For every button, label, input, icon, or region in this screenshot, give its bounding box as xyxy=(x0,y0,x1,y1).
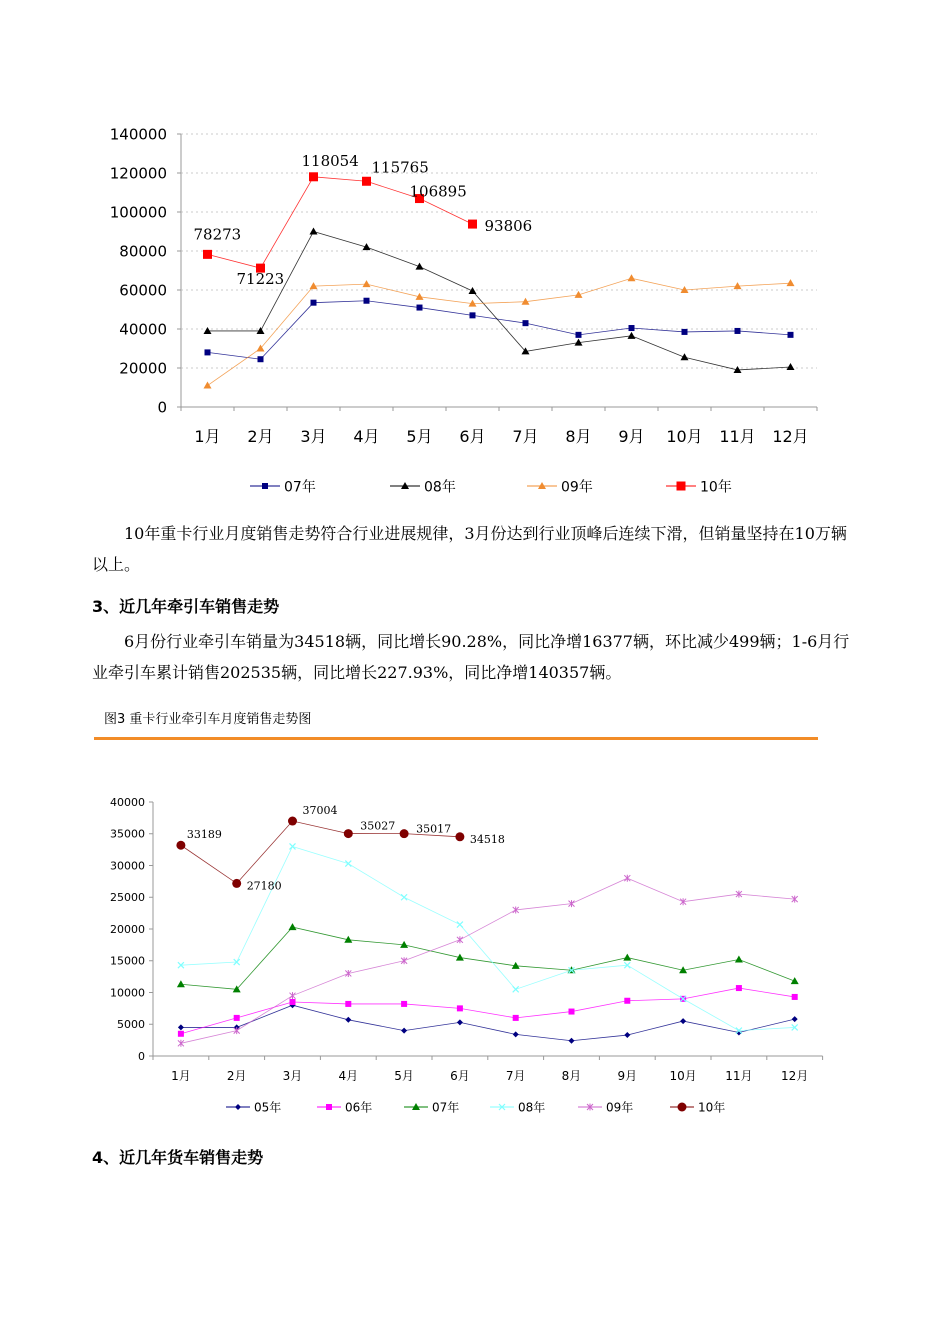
x-tick-label: 8月 xyxy=(565,427,592,446)
legend-label: 09年 xyxy=(561,479,593,496)
data-point xyxy=(178,1024,184,1030)
legend-label: 10年 xyxy=(700,479,732,496)
data-point xyxy=(457,1005,463,1011)
data-point xyxy=(628,274,636,281)
legend-label: 08年 xyxy=(518,1100,546,1115)
data-point xyxy=(628,332,636,339)
legend-marker xyxy=(262,483,268,489)
data-label: 35027 xyxy=(360,819,396,833)
legend-marker xyxy=(678,1103,687,1112)
y-tick-label: 25000 xyxy=(110,891,145,905)
data-point xyxy=(309,172,318,181)
x-tick-label: 9月 xyxy=(618,427,645,446)
series-line xyxy=(181,1005,795,1041)
data-point xyxy=(455,832,464,841)
data-point xyxy=(787,363,795,370)
x-tick-label: 3月 xyxy=(282,1069,303,1083)
data-point xyxy=(401,1001,407,1007)
y-tick-label: 20000 xyxy=(119,359,167,378)
x-tick-label: 7月 xyxy=(505,1069,526,1083)
x-tick-label: 3月 xyxy=(300,427,327,446)
y-tick-label: 120000 xyxy=(109,164,167,183)
data-point xyxy=(401,894,407,900)
series-4 xyxy=(178,875,798,1047)
data-label: 27180 xyxy=(246,879,282,893)
series-line xyxy=(181,988,795,1034)
y-tick-label: 0 xyxy=(157,398,167,417)
x-tick-label: 2月 xyxy=(226,1069,247,1083)
x-tick-label: 6月 xyxy=(450,1069,470,1083)
data-point xyxy=(416,263,424,270)
data-label: 71223 xyxy=(236,270,285,289)
data-point xyxy=(204,327,212,334)
data-point xyxy=(177,980,185,987)
data-point xyxy=(624,998,630,1004)
x-tick-label: 9月 xyxy=(617,1069,638,1083)
data-point xyxy=(468,220,477,229)
data-point xyxy=(682,329,688,335)
data-point xyxy=(576,332,582,338)
data-label: 93806 xyxy=(484,217,533,236)
data-point xyxy=(204,382,212,389)
legend-marker xyxy=(235,1104,241,1110)
data-point xyxy=(290,843,296,849)
data-point xyxy=(345,1017,351,1023)
data-label: 35017 xyxy=(416,822,452,836)
data-point xyxy=(735,955,743,962)
data-point xyxy=(232,879,241,888)
series-3 xyxy=(178,843,798,1033)
x-tick-label: 7月 xyxy=(512,427,539,446)
legend-label: 10年 xyxy=(698,1100,726,1115)
legend-label: 08年 xyxy=(424,479,456,496)
data-point xyxy=(362,177,371,186)
data-point xyxy=(791,977,799,984)
data-point xyxy=(629,325,635,331)
x-tick-label: 12月 xyxy=(772,427,809,446)
section-heading-tractor: 3、近几年牵引车销售走势 xyxy=(92,597,280,616)
y-tick-label: 10000 xyxy=(110,986,145,1000)
y-tick-label: 0 xyxy=(138,1049,145,1063)
data-point xyxy=(364,298,370,304)
x-tick-label: 11月 xyxy=(719,427,756,446)
data-point xyxy=(400,829,409,838)
legend-label: 05年 xyxy=(254,1100,282,1115)
legend-label: 06年 xyxy=(345,1100,373,1115)
data-point xyxy=(345,861,351,867)
paragraph-tractor-sales: 6月份行业牵引车销量为34518辆，同比增长90.28%，同比净增16377辆，环比减少499辆；1-6月行业牵引车累计销售202535辆，同比增长227.93%，同比净增140357辆。 xyxy=(92,632,850,682)
data-point xyxy=(457,936,463,943)
y-tick-label: 100000 xyxy=(109,203,167,222)
data-label: 34518 xyxy=(469,832,505,846)
data-point xyxy=(523,320,529,326)
y-tick-label: 20000 xyxy=(110,922,145,936)
data-point xyxy=(234,1015,240,1021)
data-point xyxy=(363,280,371,287)
data-point xyxy=(457,1019,463,1025)
heavy-truck-monthly-sales-chart xyxy=(0,110,950,510)
data-point xyxy=(345,1001,351,1007)
data-point xyxy=(289,923,297,930)
x-tick-label: 4月 xyxy=(338,1069,359,1083)
data-point xyxy=(176,841,185,850)
series-line xyxy=(181,927,795,989)
data-point xyxy=(513,986,519,992)
x-tick-label: 1月 xyxy=(171,1069,191,1083)
data-point xyxy=(469,287,477,294)
x-tick-label: 10月 xyxy=(669,1069,697,1083)
tractor-monthly-sales-chart xyxy=(0,780,950,1125)
data-point xyxy=(792,1016,798,1022)
legend-marker xyxy=(326,1104,332,1110)
y-tick-label: 40000 xyxy=(110,795,145,809)
data-label: 115765 xyxy=(371,158,429,177)
series-0 xyxy=(205,298,794,363)
x-tick-label: 1月 xyxy=(194,427,221,446)
data-point xyxy=(513,1015,519,1021)
series-5 xyxy=(176,804,505,892)
x-tick-label: 12月 xyxy=(781,1069,809,1083)
legend-label: 07年 xyxy=(432,1100,460,1115)
legend-label: 09年 xyxy=(606,1100,634,1115)
caption-divider xyxy=(94,737,818,740)
data-point xyxy=(290,992,296,999)
data-point xyxy=(792,994,798,1000)
legend-marker xyxy=(677,482,686,491)
data-label: 118054 xyxy=(301,151,359,170)
series-1 xyxy=(204,228,795,373)
x-tick-label: 10月 xyxy=(666,427,703,446)
data-label: 37004 xyxy=(302,804,338,818)
series-line xyxy=(181,846,795,1030)
data-point xyxy=(205,349,211,355)
series-3 xyxy=(194,152,533,288)
y-tick-label: 80000 xyxy=(119,242,167,261)
x-tick-label: 2月 xyxy=(247,427,274,446)
legend-label: 07年 xyxy=(284,479,316,496)
x-tick-label: 8月 xyxy=(561,1069,582,1083)
data-point xyxy=(401,1028,407,1034)
data-point xyxy=(624,1032,630,1038)
y-tick-label: 140000 xyxy=(109,125,167,144)
data-point xyxy=(290,999,296,1005)
data-label: 78273 xyxy=(193,225,242,244)
data-point xyxy=(787,279,795,286)
x-tick-label: 6月 xyxy=(459,427,486,446)
y-tick-label: 5000 xyxy=(117,1018,145,1032)
data-point xyxy=(234,1027,240,1034)
data-point xyxy=(623,954,631,961)
data-point xyxy=(680,1018,686,1024)
data-point xyxy=(681,353,689,360)
y-tick-label: 35000 xyxy=(110,827,145,841)
x-tick-label: 4月 xyxy=(353,427,380,446)
data-label: 33189 xyxy=(186,828,222,842)
data-point xyxy=(344,829,353,838)
data-point xyxy=(457,922,463,928)
data-point xyxy=(569,1038,575,1044)
data-point xyxy=(178,1031,184,1037)
series-2 xyxy=(177,923,799,992)
data-point xyxy=(310,228,318,235)
paragraph-heavy-truck-trend: 10年重卡行业月度销售走势符合行业进展规律，3月份达到行业顶峰后连续下滑，但销量坚持在10万辆以上。 xyxy=(92,524,847,574)
x-tick-label: 5月 xyxy=(406,427,433,446)
data-point xyxy=(257,327,265,334)
data-point xyxy=(258,356,264,362)
data-point xyxy=(470,312,476,318)
data-point xyxy=(288,817,297,826)
data-point xyxy=(788,332,794,338)
data-point xyxy=(417,305,423,311)
data-point xyxy=(735,328,741,334)
data-point xyxy=(345,970,351,977)
x-tick-label: 5月 xyxy=(394,1069,414,1083)
series-line xyxy=(208,232,791,370)
data-point xyxy=(311,300,317,306)
figure-caption-3: 图3 重卡行业牵引车月度销售走势图 xyxy=(104,712,312,727)
data-point xyxy=(736,985,742,991)
y-tick-label: 30000 xyxy=(110,859,145,873)
data-point xyxy=(178,1040,184,1047)
data-point xyxy=(569,1009,575,1015)
x-tick-label: 11月 xyxy=(725,1069,753,1083)
data-point xyxy=(401,957,407,964)
series-line xyxy=(208,301,791,360)
data-point xyxy=(624,875,630,882)
data-label: 106895 xyxy=(409,182,467,201)
data-point xyxy=(203,250,212,259)
data-point xyxy=(513,1031,519,1037)
y-tick-label: 40000 xyxy=(119,320,167,339)
y-tick-label: 15000 xyxy=(110,954,145,968)
y-tick-label: 60000 xyxy=(119,281,167,300)
series-line xyxy=(181,878,795,1043)
section-heading-truck: 4、近几年货车销售走势 xyxy=(92,1148,264,1167)
